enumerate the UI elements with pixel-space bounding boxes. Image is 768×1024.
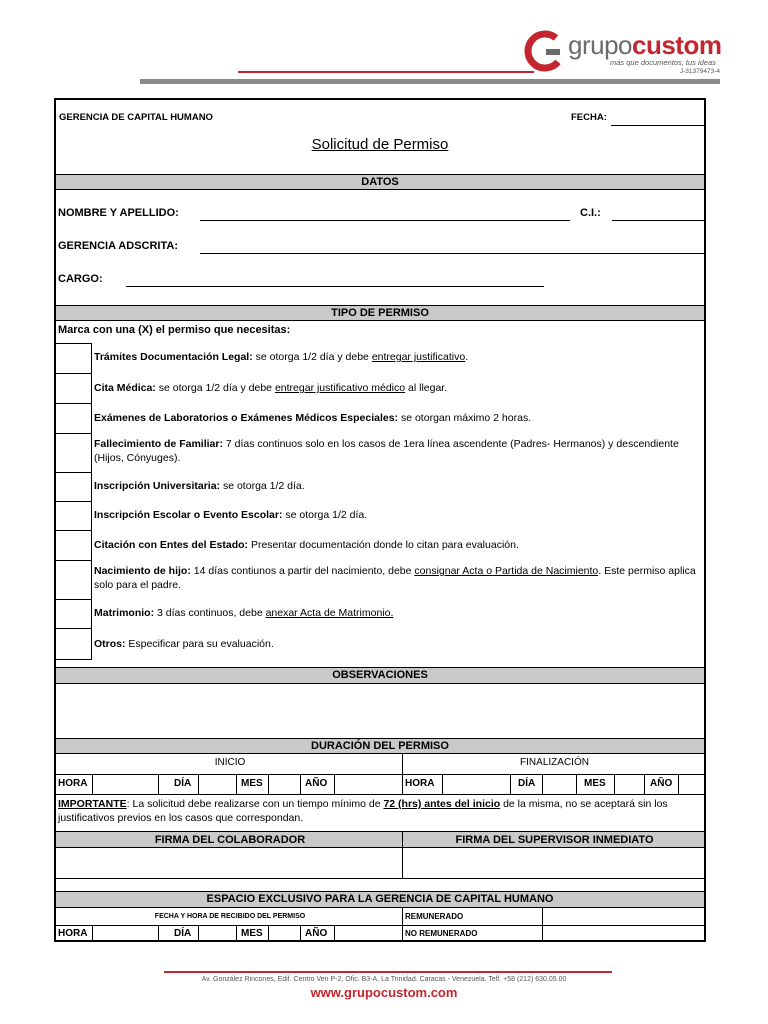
- recibido-dia-field[interactable]: [199, 926, 235, 941]
- firma-colaborador-label: FIRMA DEL COLABORADOR: [154, 834, 306, 846]
- observaciones-field[interactable]: [56, 684, 704, 738]
- fin-hora-label: HORA: [405, 778, 435, 789]
- firma-supervisor-field[interactable]: [403, 848, 704, 878]
- permit-universitaria: Inscripción Universitaria: se otorga 1/2 día.: [94, 480, 305, 492]
- inicio-anio-label: AÑO: [305, 778, 328, 789]
- permission-form: [54, 98, 706, 942]
- recibido-hora-label: HORA: [58, 928, 88, 939]
- duracion-band: DURACIÓN DEL PERMISO: [56, 738, 704, 754]
- dept-field[interactable]: [200, 253, 706, 254]
- recibido-mes-label: MES: [241, 928, 263, 939]
- permit-cita-medica: Cita Médica: se otorga 1/2 día y debe entregar justificativo médico al llegar.: [94, 382, 448, 394]
- paid-label: REMUNERADO: [405, 912, 464, 921]
- name-label: NOMBRE Y APELLIDO:: [58, 207, 179, 219]
- observaciones-band: OBSERVACIONES: [56, 667, 704, 684]
- grid-line: [644, 774, 645, 794]
- ci-field[interactable]: [612, 220, 706, 221]
- permit-nacimiento: Nacimiento de hijo: 14 días contiunos a partir del nacimiento, debe consignar Acta o Partida de Nacimiento. Este permiso aplica solo para el padre.: [94, 565, 696, 591]
- grid-line: [510, 774, 511, 794]
- recibido-anio-label: AÑO: [305, 928, 328, 939]
- inicio-hora-label: HORA: [58, 778, 88, 789]
- firma-supervisor-label: FIRMA DEL SUPERVISOR INMEDIATO: [455, 834, 654, 846]
- fin-mes-label: MES: [584, 778, 606, 789]
- tipo-instruction: Marca con una (X) el permiso que necesitas:: [58, 324, 291, 336]
- position-field[interactable]: [126, 286, 544, 287]
- permit-escolar: Inscripción Escolar o Evento Escolar: se otorga 1/2 día.: [94, 509, 368, 521]
- checkbox-otros[interactable]: [56, 628, 92, 660]
- inicio-hora-field[interactable]: [93, 775, 157, 793]
- checkbox-escolar[interactable]: [56, 501, 92, 531]
- inicio-mes-label: MES: [241, 778, 263, 789]
- recibido-anio-field[interactable]: [335, 926, 401, 941]
- fin-mes-field[interactable]: [615, 775, 643, 793]
- permit-otros: Otros: Especificar para su evaluación.: [94, 638, 274, 650]
- logo-tagline: más que documentos, tus ideas: [610, 58, 716, 67]
- inicio-dia-label: DÍA: [174, 778, 192, 789]
- header-divider-red: [238, 71, 534, 73]
- footer-divider: [164, 971, 612, 973]
- grid-line: [300, 925, 301, 942]
- fin-dia-field[interactable]: [543, 775, 575, 793]
- tipo-band: TIPO DE PERMISO: [56, 305, 704, 321]
- duracion-row-bottom: [56, 794, 704, 795]
- checkbox-examenes[interactable]: [56, 403, 92, 434]
- fin-dia-label: DÍA: [518, 778, 536, 789]
- header-divider-gray: [140, 79, 720, 84]
- footer-address: Av. González Rincones, Edif. Centro Ven P-2, Ofic. B3-A, La Trinidad. Caracas - Venezuela. Telf. +58 (212) 630.05.00: [201, 976, 567, 983]
- company-logo: [524, 30, 724, 76]
- permit-fallecimiento: Fallecimiento de Familiar: 7 días continuos solo en los casos de 1era línea ascendente (Padres- Hermanos) y descendiente (Hijos, Cónyuges).: [94, 438, 679, 464]
- grid-line: [300, 774, 301, 794]
- checkbox-cita-medica[interactable]: [56, 373, 92, 404]
- dept-label: GERENCIA ADSCRITA:: [58, 240, 178, 252]
- recibido-dia-label: DÍA: [174, 928, 192, 939]
- checkbox-citacion[interactable]: [56, 530, 92, 561]
- inicio-label: INICIO: [214, 757, 246, 768]
- firmas-bottom: [56, 878, 704, 879]
- logo-mark-icon: [524, 30, 566, 72]
- date-field[interactable]: [611, 125, 705, 126]
- permit-matrimonio: Matrimonio: 3 días continuos, debe anexar Acta de Matrimonio.: [94, 607, 394, 619]
- form-title: Solicitud de Permiso: [311, 136, 449, 153]
- exclusivo-band: ESPACIO EXCLUSIVO PARA LA GERENCIA DE CAPITAL HUMANO: [56, 891, 704, 908]
- checkbox-matrimonio[interactable]: [56, 599, 92, 629]
- fin-anio-field[interactable]: [679, 775, 703, 793]
- grid-line: [158, 925, 159, 942]
- date-label: FECHA:: [571, 112, 607, 123]
- firma-colaborador-field[interactable]: [56, 848, 402, 878]
- logo-wordmark: grupocustom: [568, 30, 722, 60]
- paid-field[interactable]: [543, 909, 703, 924]
- checkbox-universitaria[interactable]: [56, 472, 92, 502]
- received-label: FECHA Y HORA DE RECIBIDO DEL PERMISO: [154, 913, 306, 920]
- grid-line: [236, 925, 237, 942]
- unpaid-field[interactable]: [543, 926, 703, 941]
- recibido-mes-field[interactable]: [269, 926, 299, 941]
- position-label: CARGO:: [58, 273, 103, 285]
- permit-tramites: Trámites Documentación Legal: se otorga 1/2 día y debe entregar justificativo.: [94, 351, 469, 363]
- inicio-dia-field[interactable]: [199, 775, 235, 793]
- fin-hora-field[interactable]: [443, 775, 509, 793]
- datos-band: DATOS: [56, 174, 704, 190]
- important-note: IMPORTANTE: La solicitud debe realizarse con un tiempo mínimo de 72 (hrs) antes del inicio de la misma, no se aceptará sin los justificativos previos en los casos que correspondan.: [58, 798, 668, 824]
- inicio-mes-field[interactable]: [269, 775, 299, 793]
- finalizacion-label: FINALIZACIÓN: [520, 757, 589, 768]
- grid-line: [158, 774, 159, 794]
- grid-line: [236, 774, 237, 794]
- logo-rif: J-31379473-4: [679, 68, 720, 75]
- unpaid-label: NO REMUNERADO: [405, 929, 478, 938]
- name-field[interactable]: [200, 220, 570, 221]
- checkbox-nacimiento[interactable]: [56, 560, 92, 600]
- permit-citacion: Citación con Entes del Estado: Presentar documentación donde lo citan para evaluación.: [94, 539, 519, 551]
- inicio-anio-field[interactable]: [335, 775, 401, 793]
- checkbox-fallecimiento[interactable]: [56, 433, 92, 473]
- permit-examenes: Exámenes de Laboratorios o Exámenes Médicos Especiales: se otorgan máximo 2 horas.: [94, 412, 532, 424]
- grid-line: [576, 774, 577, 794]
- fin-anio-label: AÑO: [650, 778, 673, 789]
- department-label: GERENCIA DE CAPITAL HUMANO: [59, 112, 213, 123]
- recibido-hora-field[interactable]: [93, 926, 157, 941]
- ci-label: C.I.:: [580, 207, 601, 219]
- footer-website-link[interactable]: www.grupocustom.com: [310, 985, 458, 1000]
- checkbox-tramites[interactable]: [56, 343, 92, 374]
